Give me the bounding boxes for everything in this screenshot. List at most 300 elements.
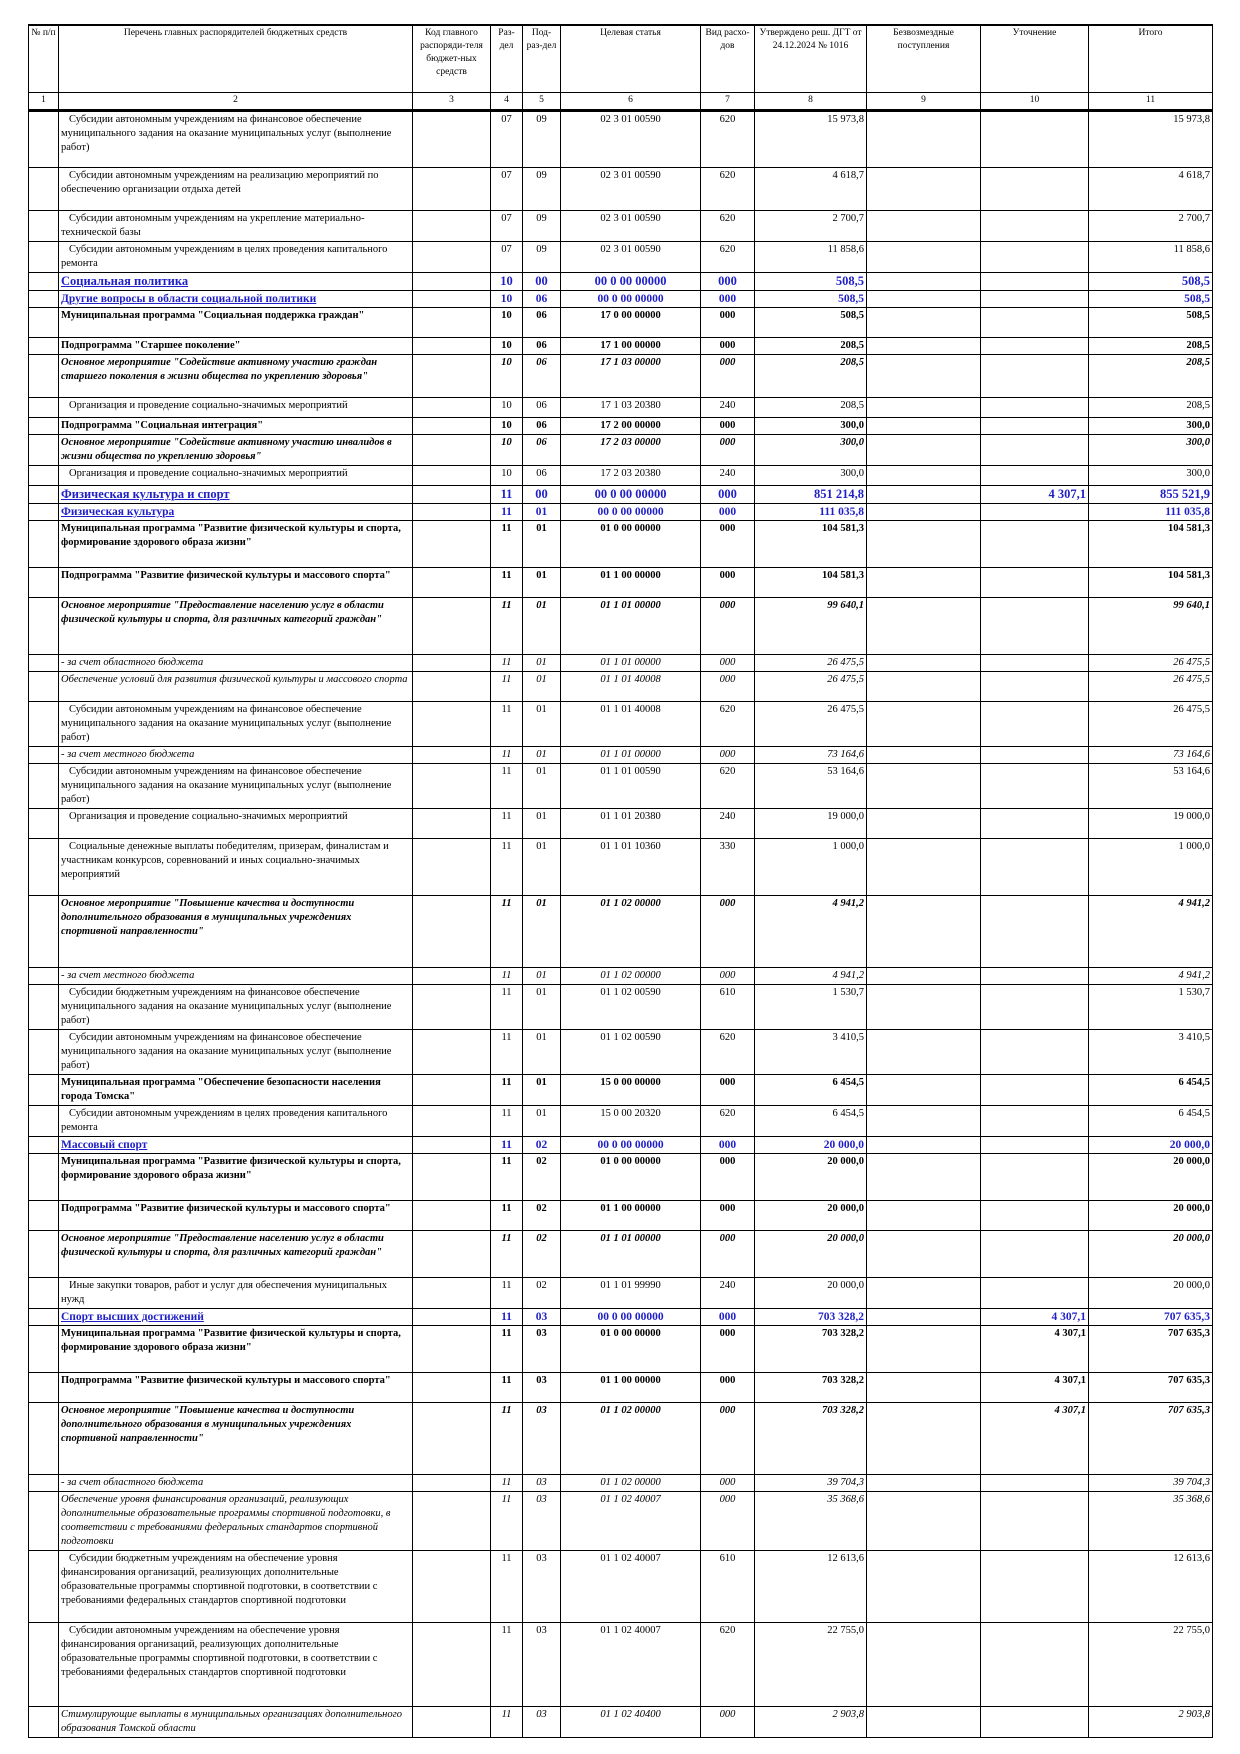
cell-expense-type: 620 bbox=[701, 1623, 755, 1707]
cell-expense-type: 000 bbox=[701, 1492, 755, 1551]
cell-adjustment bbox=[981, 211, 1089, 242]
cell-approved: 1 000,0 bbox=[755, 839, 867, 896]
table-row bbox=[29, 809, 1213, 839]
cell-expense-type: 000 bbox=[701, 747, 755, 764]
cell-main-code bbox=[413, 1154, 491, 1201]
col-header-expense-type: Вид расхо-дов bbox=[701, 25, 755, 93]
cell-name: Субсидии автономным учреждениям на обеспечение уровня финансирования организаций, реализующих дополнительные образовательные программы спортивной подготовки, в соответствии с требованиями федеральных стандартов спортивной подготовки bbox=[59, 1623, 413, 1707]
cell-section: 07 bbox=[491, 111, 523, 168]
cell-number bbox=[29, 1623, 59, 1707]
cell-number bbox=[29, 211, 59, 242]
cell-approved: 703 328,2 bbox=[755, 1326, 867, 1373]
table-row bbox=[29, 1030, 1213, 1075]
cell-free-receipts bbox=[867, 672, 981, 702]
cell-name: Основное мероприятие "Повышение качества и доступности дополнительного образования в муниципальных учреждениях спортивной направленности" bbox=[59, 896, 413, 968]
cell-expense-type: 620 bbox=[701, 111, 755, 168]
cell-main-code bbox=[413, 839, 491, 896]
cell-section: 11 bbox=[491, 1137, 523, 1154]
cell-main-code bbox=[413, 1373, 491, 1403]
table-row bbox=[29, 273, 1213, 291]
cell-total: 26 475,5 bbox=[1089, 672, 1213, 702]
cell-section: 10 bbox=[491, 418, 523, 435]
cell-total: 39 704,3 bbox=[1089, 1475, 1213, 1492]
table-row bbox=[29, 504, 1213, 521]
cell-target-article: 00 0 00 00000 bbox=[561, 1137, 701, 1154]
cell-number bbox=[29, 308, 59, 338]
cell-total: 15 973,8 bbox=[1089, 111, 1213, 168]
cell-number bbox=[29, 896, 59, 968]
table-row bbox=[29, 1201, 1213, 1231]
cell-total: 104 581,3 bbox=[1089, 568, 1213, 598]
cell-number bbox=[29, 242, 59, 273]
cell-adjustment bbox=[981, 1551, 1089, 1623]
table-row bbox=[29, 1137, 1213, 1154]
cell-approved: 111 035,8 bbox=[755, 504, 867, 521]
cell-free-receipts bbox=[867, 466, 981, 486]
table-row bbox=[29, 1106, 1213, 1137]
cell-section: 11 bbox=[491, 1403, 523, 1475]
cell-free-receipts bbox=[867, 291, 981, 308]
cell-number bbox=[29, 568, 59, 598]
cell-number bbox=[29, 809, 59, 839]
cell-free-receipts bbox=[867, 985, 981, 1030]
cell-section: 11 bbox=[491, 1154, 523, 1201]
cell-name: Субсидии автономным учреждениям на финансовое обеспечение муниципального задания на оказание муниципальных услуг (выполнение работ) bbox=[59, 764, 413, 809]
cell-subsection: 06 bbox=[523, 338, 561, 355]
cell-approved: 1 530,7 bbox=[755, 985, 867, 1030]
cell-number bbox=[29, 1326, 59, 1373]
table-row bbox=[29, 568, 1213, 598]
cell-main-code bbox=[413, 418, 491, 435]
cell-total: 508,5 bbox=[1089, 291, 1213, 308]
table-row bbox=[29, 702, 1213, 747]
cell-main-code bbox=[413, 672, 491, 702]
cell-target-article: 17 1 00 00000 bbox=[561, 338, 701, 355]
cell-adjustment bbox=[981, 1623, 1089, 1707]
cell-main-code bbox=[413, 1623, 491, 1707]
cell-approved: 4 941,2 bbox=[755, 968, 867, 985]
cell-expense-type: 000 bbox=[701, 1137, 755, 1154]
cell-main-code bbox=[413, 1309, 491, 1326]
cell-adjustment bbox=[981, 242, 1089, 273]
col-header-target-article: Целевая статья bbox=[561, 25, 701, 93]
cell-approved: 20 000,0 bbox=[755, 1278, 867, 1309]
cell-total: 208,5 bbox=[1089, 398, 1213, 418]
cell-approved: 508,5 bbox=[755, 291, 867, 308]
cell-main-code bbox=[413, 1475, 491, 1492]
cell-subsection: 09 bbox=[523, 168, 561, 211]
cell-target-article: 01 1 00 00000 bbox=[561, 1373, 701, 1403]
cell-free-receipts bbox=[867, 418, 981, 435]
cell-adjustment bbox=[981, 598, 1089, 655]
cell-adjustment bbox=[981, 1075, 1089, 1106]
cell-free-receipts bbox=[867, 1403, 981, 1475]
cell-main-code bbox=[413, 1201, 491, 1231]
cell-target-article: 17 2 03 00000 bbox=[561, 435, 701, 466]
col-header-section: Раз-дел bbox=[491, 25, 523, 93]
cell-main-code bbox=[413, 211, 491, 242]
cell-section: 11 bbox=[491, 1309, 523, 1326]
cell-free-receipts bbox=[867, 809, 981, 839]
cell-total: 707 635,3 bbox=[1089, 1326, 1213, 1373]
cell-approved: 26 475,5 bbox=[755, 672, 867, 702]
cell-name: Основное мероприятие "Повышение качества и доступности дополнительного образования в муниципальных учреждениях спортивной направленности" bbox=[59, 1403, 413, 1475]
cell-number bbox=[29, 1278, 59, 1309]
cell-total: 26 475,5 bbox=[1089, 702, 1213, 747]
cell-target-article: 15 0 00 20320 bbox=[561, 1106, 701, 1137]
cell-subsection: 06 bbox=[523, 466, 561, 486]
cell-main-code bbox=[413, 1707, 491, 1738]
cell-number bbox=[29, 1137, 59, 1154]
cell-target-article: 01 1 01 99990 bbox=[561, 1278, 701, 1309]
cell-section: 10 bbox=[491, 398, 523, 418]
cell-subsection: 06 bbox=[523, 398, 561, 418]
cell-expense-type: 000 bbox=[701, 521, 755, 568]
cell-approved: 19 000,0 bbox=[755, 809, 867, 839]
cell-adjustment bbox=[981, 747, 1089, 764]
cell-free-receipts bbox=[867, 655, 981, 672]
budget-document bbox=[28, 24, 1212, 1738]
table-row bbox=[29, 1278, 1213, 1309]
cell-number bbox=[29, 1403, 59, 1475]
cell-name: Подпрограмма "Развитие физической культуры и массового спорта" bbox=[59, 1201, 413, 1231]
cell-approved: 11 858,6 bbox=[755, 242, 867, 273]
cell-main-code bbox=[413, 896, 491, 968]
col-header-subsection: Под-раз-дел bbox=[523, 25, 561, 93]
cell-section: 11 bbox=[491, 809, 523, 839]
cell-target-article: 01 1 02 00000 bbox=[561, 896, 701, 968]
table-row bbox=[29, 308, 1213, 338]
cell-target-article: 01 0 00 00000 bbox=[561, 1154, 701, 1201]
cell-name: - за счет местного бюджета bbox=[59, 968, 413, 985]
cell-main-code bbox=[413, 308, 491, 338]
cell-free-receipts bbox=[867, 1278, 981, 1309]
cell-total: 26 475,5 bbox=[1089, 655, 1213, 672]
cell-approved: 104 581,3 bbox=[755, 521, 867, 568]
cell-target-article: 01 1 01 40008 bbox=[561, 702, 701, 747]
cell-main-code bbox=[413, 1326, 491, 1373]
cell-approved: 508,5 bbox=[755, 308, 867, 338]
cell-main-code bbox=[413, 504, 491, 521]
cell-subsection: 00 bbox=[523, 273, 561, 291]
cell-section: 10 bbox=[491, 355, 523, 398]
cell-main-code bbox=[413, 809, 491, 839]
cell-main-code bbox=[413, 702, 491, 747]
cell-number bbox=[29, 355, 59, 398]
cell-main-code bbox=[413, 985, 491, 1030]
cell-main-code bbox=[413, 1075, 491, 1106]
cell-expense-type: 000 bbox=[701, 598, 755, 655]
cell-section: 11 bbox=[491, 1707, 523, 1738]
cell-adjustment bbox=[981, 1106, 1089, 1137]
cell-adjustment bbox=[981, 839, 1089, 896]
cell-subsection: 02 bbox=[523, 1137, 561, 1154]
cell-free-receipts bbox=[867, 111, 981, 168]
cell-target-article: 02 3 01 00590 bbox=[561, 168, 701, 211]
cell-subsection: 02 bbox=[523, 1201, 561, 1231]
cell-name: Субсидии автономным учреждениям в целях проведения капитального ремонта bbox=[59, 1106, 413, 1137]
cell-name: Спорт высших достижений bbox=[59, 1309, 413, 1326]
cell-total: 508,5 bbox=[1089, 308, 1213, 338]
cell-expense-type: 620 bbox=[701, 702, 755, 747]
cell-free-receipts bbox=[867, 1326, 981, 1373]
cell-section: 10 bbox=[491, 466, 523, 486]
cell-free-receipts bbox=[867, 273, 981, 291]
cell-target-article: 00 0 00 00000 bbox=[561, 504, 701, 521]
cell-main-code bbox=[413, 1492, 491, 1551]
table-row bbox=[29, 1403, 1213, 1475]
cell-free-receipts bbox=[867, 242, 981, 273]
cell-main-code bbox=[413, 435, 491, 466]
cell-adjustment bbox=[981, 985, 1089, 1030]
cell-main-code bbox=[413, 486, 491, 504]
cell-approved: 20 000,0 bbox=[755, 1137, 867, 1154]
cell-total: 707 635,3 bbox=[1089, 1309, 1213, 1326]
cell-free-receipts bbox=[867, 486, 981, 504]
cell-name: Субсидии автономным учреждениям на реализацию мероприятий по обеспечению организации отдыха детей bbox=[59, 168, 413, 211]
table-row bbox=[29, 1309, 1213, 1326]
col-number: 8 bbox=[755, 93, 867, 111]
cell-number bbox=[29, 1309, 59, 1326]
cell-total: 208,5 bbox=[1089, 338, 1213, 355]
cell-main-code bbox=[413, 1030, 491, 1075]
cell-target-article: 01 1 01 20380 bbox=[561, 809, 701, 839]
cell-subsection: 03 bbox=[523, 1309, 561, 1326]
table-row bbox=[29, 338, 1213, 355]
cell-total: 2 700,7 bbox=[1089, 211, 1213, 242]
cell-number bbox=[29, 504, 59, 521]
cell-total: 508,5 bbox=[1089, 273, 1213, 291]
cell-free-receipts bbox=[867, 1475, 981, 1492]
table-row bbox=[29, 1373, 1213, 1403]
cell-adjustment bbox=[981, 338, 1089, 355]
cell-approved: 20 000,0 bbox=[755, 1231, 867, 1278]
cell-approved: 851 214,8 bbox=[755, 486, 867, 504]
cell-number bbox=[29, 466, 59, 486]
table-row bbox=[29, 1492, 1213, 1551]
cell-subsection: 02 bbox=[523, 1154, 561, 1201]
cell-total: 20 000,0 bbox=[1089, 1201, 1213, 1231]
cell-free-receipts bbox=[867, 308, 981, 338]
cell-expense-type: 620 bbox=[701, 1030, 755, 1075]
cell-main-code bbox=[413, 764, 491, 809]
cell-subsection: 06 bbox=[523, 308, 561, 338]
cell-free-receipts bbox=[867, 747, 981, 764]
cell-adjustment bbox=[981, 466, 1089, 486]
cell-approved: 104 581,3 bbox=[755, 568, 867, 598]
cell-number bbox=[29, 655, 59, 672]
col-number: 1 bbox=[29, 93, 59, 111]
col-header-total: Итого bbox=[1089, 25, 1213, 93]
cell-expense-type: 240 bbox=[701, 466, 755, 486]
cell-approved: 26 475,5 bbox=[755, 702, 867, 747]
cell-main-code bbox=[413, 398, 491, 418]
cell-number bbox=[29, 702, 59, 747]
cell-section: 11 bbox=[491, 702, 523, 747]
cell-number bbox=[29, 111, 59, 168]
col-number: 5 bbox=[523, 93, 561, 111]
table-row bbox=[29, 1326, 1213, 1373]
cell-number bbox=[29, 521, 59, 568]
cell-approved: 73 164,6 bbox=[755, 747, 867, 764]
cell-number bbox=[29, 839, 59, 896]
cell-section: 11 bbox=[491, 504, 523, 521]
col-number: 4 bbox=[491, 93, 523, 111]
cell-free-receipts bbox=[867, 1106, 981, 1137]
table-row bbox=[29, 418, 1213, 435]
col-number: 10 bbox=[981, 93, 1089, 111]
cell-number bbox=[29, 435, 59, 466]
table-row bbox=[29, 1551, 1213, 1623]
cell-target-article: 01 1 02 40007 bbox=[561, 1623, 701, 1707]
cell-name: Стимулирующие выплаты в муниципальных организациях дополнительного образования Томской области bbox=[59, 1707, 413, 1738]
cell-free-receipts bbox=[867, 1201, 981, 1231]
cell-main-code bbox=[413, 242, 491, 273]
cell-name: Подпрограмма "Развитие физической культуры и массового спорта" bbox=[59, 1373, 413, 1403]
cell-free-receipts bbox=[867, 1154, 981, 1201]
cell-free-receipts bbox=[867, 702, 981, 747]
cell-expense-type: 000 bbox=[701, 338, 755, 355]
table-row bbox=[29, 466, 1213, 486]
cell-total: 707 635,3 bbox=[1089, 1373, 1213, 1403]
cell-expense-type: 330 bbox=[701, 839, 755, 896]
col-number: 3 bbox=[413, 93, 491, 111]
cell-section: 11 bbox=[491, 1623, 523, 1707]
table-row bbox=[29, 839, 1213, 896]
col-number: 11 bbox=[1089, 93, 1213, 111]
cell-target-article: 01 1 02 40007 bbox=[561, 1551, 701, 1623]
cell-subsection: 01 bbox=[523, 809, 561, 839]
cell-expense-type: 620 bbox=[701, 211, 755, 242]
cell-adjustment bbox=[981, 504, 1089, 521]
cell-total: 11 858,6 bbox=[1089, 242, 1213, 273]
cell-subsection: 06 bbox=[523, 435, 561, 466]
cell-number bbox=[29, 1106, 59, 1137]
header-row bbox=[29, 25, 1213, 93]
table-row bbox=[29, 672, 1213, 702]
cell-target-article: 01 1 01 00000 bbox=[561, 655, 701, 672]
cell-subsection: 03 bbox=[523, 1403, 561, 1475]
cell-total: 707 635,3 bbox=[1089, 1403, 1213, 1475]
cell-section: 11 bbox=[491, 1492, 523, 1551]
cell-number bbox=[29, 168, 59, 211]
cell-subsection: 02 bbox=[523, 1231, 561, 1278]
cell-name: Муниципальная программа "Обеспечение безопасности населения города Томска" bbox=[59, 1075, 413, 1106]
cell-section: 11 bbox=[491, 896, 523, 968]
cell-expense-type: 000 bbox=[701, 1154, 755, 1201]
cell-name: Основное мероприятие "Предоставление населению услуг в области физической культуры и спорта, для различных категорий граждан" bbox=[59, 598, 413, 655]
cell-subsection: 03 bbox=[523, 1373, 561, 1403]
cell-subsection: 09 bbox=[523, 242, 561, 273]
cell-target-article: 01 1 02 40007 bbox=[561, 1492, 701, 1551]
cell-target-article: 17 2 03 20380 bbox=[561, 466, 701, 486]
cell-main-code bbox=[413, 355, 491, 398]
cell-expense-type: 240 bbox=[701, 398, 755, 418]
cell-adjustment bbox=[981, 568, 1089, 598]
cell-free-receipts bbox=[867, 568, 981, 598]
cell-total: 4 941,2 bbox=[1089, 968, 1213, 985]
cell-approved: 3 410,5 bbox=[755, 1030, 867, 1075]
cell-adjustment bbox=[981, 672, 1089, 702]
cell-adjustment bbox=[981, 398, 1089, 418]
cell-total: 20 000,0 bbox=[1089, 1278, 1213, 1309]
cell-target-article: 15 0 00 00000 bbox=[561, 1075, 701, 1106]
cell-adjustment bbox=[981, 291, 1089, 308]
cell-subsection: 01 bbox=[523, 747, 561, 764]
cell-expense-type: 000 bbox=[701, 308, 755, 338]
cell-expense-type: 000 bbox=[701, 504, 755, 521]
cell-section: 11 bbox=[491, 568, 523, 598]
cell-section: 11 bbox=[491, 1201, 523, 1231]
table-row bbox=[29, 896, 1213, 968]
cell-subsection: 01 bbox=[523, 568, 561, 598]
cell-approved: 15 973,8 bbox=[755, 111, 867, 168]
cell-approved: 4 618,7 bbox=[755, 168, 867, 211]
cell-free-receipts bbox=[867, 1137, 981, 1154]
cell-target-article: 01 1 02 00590 bbox=[561, 985, 701, 1030]
cell-approved: 20 000,0 bbox=[755, 1154, 867, 1201]
cell-section: 10 bbox=[491, 308, 523, 338]
cell-subsection: 01 bbox=[523, 655, 561, 672]
cell-target-article: 02 3 01 00590 bbox=[561, 111, 701, 168]
cell-number bbox=[29, 1475, 59, 1492]
cell-expense-type: 000 bbox=[701, 968, 755, 985]
col-header-number: № п/п bbox=[29, 25, 59, 93]
table-row bbox=[29, 435, 1213, 466]
cell-expense-type: 610 bbox=[701, 1551, 755, 1623]
cell-section: 11 bbox=[491, 598, 523, 655]
cell-approved: 20 000,0 bbox=[755, 1201, 867, 1231]
cell-approved: 39 704,3 bbox=[755, 1475, 867, 1492]
cell-adjustment bbox=[981, 1137, 1089, 1154]
cell-total: 20 000,0 bbox=[1089, 1137, 1213, 1154]
budget-table bbox=[28, 24, 1213, 1738]
cell-section: 07 bbox=[491, 242, 523, 273]
cell-total: 855 521,9 bbox=[1089, 486, 1213, 504]
cell-main-code bbox=[413, 568, 491, 598]
cell-adjustment: 4 307,1 bbox=[981, 1309, 1089, 1326]
cell-expense-type: 000 bbox=[701, 1231, 755, 1278]
cell-adjustment: 4 307,1 bbox=[981, 1326, 1089, 1373]
cell-main-code bbox=[413, 291, 491, 308]
cell-target-article: 01 1 02 40400 bbox=[561, 1707, 701, 1738]
cell-target-article: 01 1 01 00000 bbox=[561, 598, 701, 655]
cell-subsection: 01 bbox=[523, 598, 561, 655]
cell-subsection: 01 bbox=[523, 504, 561, 521]
cell-name: Физическая культура bbox=[59, 504, 413, 521]
cell-adjustment bbox=[981, 521, 1089, 568]
cell-adjustment bbox=[981, 111, 1089, 168]
cell-name: Подпрограмма "Старшее поколение" bbox=[59, 338, 413, 355]
cell-expense-type: 000 bbox=[701, 1403, 755, 1475]
cell-number bbox=[29, 291, 59, 308]
table-row bbox=[29, 1231, 1213, 1278]
cell-total: 300,0 bbox=[1089, 418, 1213, 435]
cell-number bbox=[29, 486, 59, 504]
cell-adjustment bbox=[981, 896, 1089, 968]
cell-expense-type: 000 bbox=[701, 1075, 755, 1106]
cell-approved: 703 328,2 bbox=[755, 1309, 867, 1326]
cell-target-article: 01 1 01 00590 bbox=[561, 764, 701, 809]
cell-number bbox=[29, 273, 59, 291]
cell-subsection: 03 bbox=[523, 1551, 561, 1623]
cell-total: 12 613,6 bbox=[1089, 1551, 1213, 1623]
cell-subsection: 03 bbox=[523, 1707, 561, 1738]
cell-approved: 208,5 bbox=[755, 338, 867, 355]
cell-name: Организация и проведение социально-значимых мероприятий bbox=[59, 466, 413, 486]
cell-expense-type: 000 bbox=[701, 655, 755, 672]
cell-name: Муниципальная программа "Развитие физической культуры и спорта, формирование здорового образа жизни" bbox=[59, 1154, 413, 1201]
